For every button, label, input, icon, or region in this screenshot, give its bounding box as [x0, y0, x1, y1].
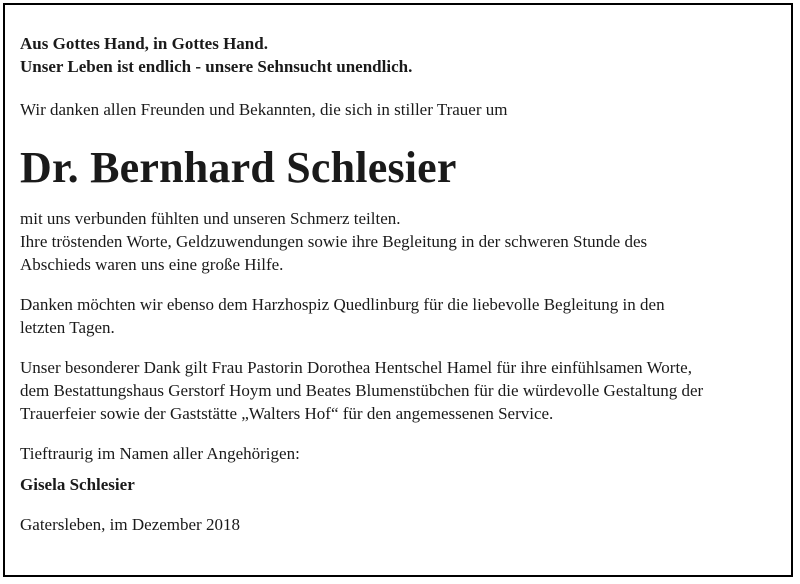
paragraph2-line-2: letzten Tagen.: [20, 318, 115, 337]
paragraph3-line-1: Unser besonderer Dank gilt Frau Pastorin Dorothea Hentschel Hamel für ihre einfühlsamen Worte,: [20, 358, 692, 377]
paragraph3-line-3: Trauerfeier sowie der Gaststätte „Walters Hof“ für den angemessenen Service.: [20, 404, 554, 423]
closing-text: Tieftraurig im Namen aller Angehörigen:: [20, 444, 300, 463]
paragraph3-line-2: dem Bestattungshaus Gerstorf Hoym und Beates Blumenstübchen für die würdevolle Gestaltung der: [20, 381, 704, 400]
place-date: Gatersleben, im Dezember 2018: [20, 515, 240, 534]
deceased-name: Dr. Bernhard Schlesier: [20, 143, 457, 192]
motto-line-1: Aus Gottes Hand, in Gottes Hand.: [20, 34, 268, 53]
paragraph2-line-1: Danken möchten wir ebenso dem Harzhospiz Quedlinburg für die liebevolle Begleitung in den: [20, 295, 665, 314]
obituary-notice: [20, 32, 780, 536]
paragraph1-line-2: Ihre tröstenden Worte, Geldzuwendungen sowie ihre Begleitung in der schweren Stunde des: [20, 232, 648, 251]
intro-text: Wir danken allen Freunden und Bekannten, die sich in stiller Trauer um: [20, 100, 508, 119]
motto-line-2: Unser Leben ist endlich - unsere Sehnsucht unendlich.: [20, 57, 413, 76]
paragraph1-line-1: mit uns verbunden fühlten und unseren Schmerz teilten.: [20, 209, 401, 228]
signatory-name: Gisela Schlesier: [20, 475, 135, 494]
paragraph1-line-3: Abschieds waren uns eine große Hilfe.: [20, 255, 284, 274]
